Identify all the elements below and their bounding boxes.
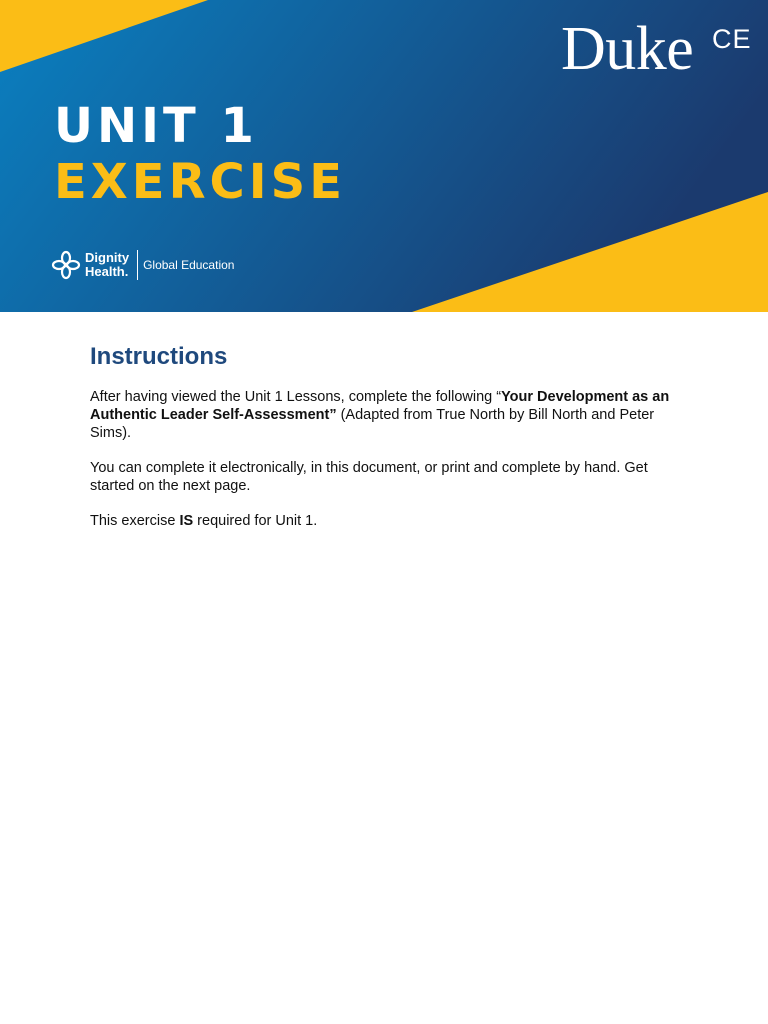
logo-divider bbox=[137, 250, 138, 280]
instructions-section bbox=[90, 340, 690, 547]
health-word: Health. bbox=[85, 264, 129, 279]
dignity-health-logo bbox=[51, 250, 234, 280]
header-banner bbox=[0, 0, 768, 312]
required-emphasis: IS bbox=[179, 513, 194, 529]
instructions-heading: Instructions bbox=[90, 343, 228, 370]
dignity-health-flower-icon bbox=[51, 250, 81, 280]
dignity-word: Dignity bbox=[85, 250, 130, 265]
duke-wordmark: Duke bbox=[561, 15, 694, 83]
instructions-paragraph-3: This exercise IS required for Unit 1. bbox=[90, 513, 318, 529]
global-education-label: Global Education bbox=[143, 258, 235, 272]
duke-ce-logo bbox=[561, 15, 752, 83]
assessment-title: Your Development as an Authentic Leader Self-Assessment” bbox=[90, 389, 670, 423]
dignity-health-wordmark bbox=[85, 251, 129, 279]
exercise-title: EXERCISE bbox=[54, 154, 346, 210]
unit-title: UNIT 1 bbox=[54, 98, 258, 154]
instructions-paragraph-1: After having viewed the Unit 1 Lessons, complete the following “Your Development as an Authentic Leader Self-Assessment” (Adapted from True North by Bill North and Peter Sims). bbox=[90, 389, 670, 441]
instructions-paragraph-2: You can complete it electronically, in this document, or print and complete by hand. Get started on the next page. bbox=[90, 460, 648, 494]
ce-superscript: CE bbox=[712, 24, 752, 54]
